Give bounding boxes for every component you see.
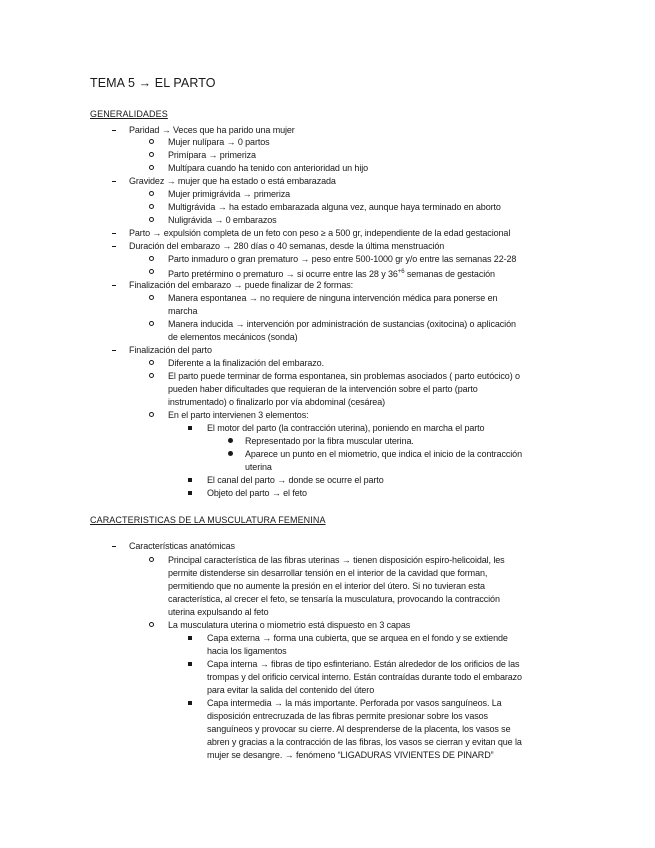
circle-bullet — [149, 373, 154, 378]
circle-bullet — [149, 256, 154, 261]
list-item: Duración del embarazo → 280 días o 40 semanas, desde la última menstruación — [129, 241, 445, 251]
list-item-continuation: para evitar la salida del contenido del útero — [207, 685, 375, 695]
list-item: Multípara cuando ha tenido con anterioridad un hijo — [168, 163, 369, 173]
circle-bullet — [149, 622, 154, 627]
circle-bullet — [149, 217, 154, 222]
list-item-continuation: de elementos mecánicos (sonda) — [168, 332, 298, 342]
list-item-text-end: semanas de gestación — [404, 269, 495, 279]
dash-bullet — [112, 285, 116, 286]
list-item: Capa interna → fibras de tipo esfinteriano. Están alrededor de los orificios de las — [207, 659, 520, 669]
list-item: Principal característica de las fibras uterinas → tienen disposición espiro-helicoidal, les — [168, 555, 505, 565]
list-item-continuation: abren y gracias a la contracción de las fibras, los vasos se cierran y evitan que la — [207, 737, 522, 747]
round-bullet — [228, 451, 233, 456]
dash-bullet — [112, 350, 116, 351]
circle-bullet — [149, 152, 154, 157]
square-bullet — [188, 478, 192, 482]
list-item: Objeto del parto → el feto — [207, 488, 307, 498]
list-item-continuation: uterina expulsando al feto — [168, 607, 269, 617]
list-item: Características anatómicas — [129, 541, 235, 551]
circle-bullet — [149, 139, 154, 144]
list-item: Representado por la fibra muscular uterina. — [245, 436, 414, 446]
list-item: Parto inmaduro o gran prematuro → peso entre 500-1000 gr y/o entre las semanas 22-28 — [168, 254, 517, 264]
circle-bullet — [149, 412, 154, 417]
dash-bullet — [112, 246, 116, 247]
list-item: Manera espontanea → no requiere de ninguna intervención médica para ponerse en — [168, 293, 498, 303]
list-item: El parto puede terminar de forma espontanea, sin problemas asociados ( parto eutócico) o — [168, 371, 520, 381]
list-item: Mujer primigrávida → primeriza — [168, 189, 291, 199]
list-item: En el parto intervienen 3 elementos: — [168, 410, 309, 420]
circle-bullet — [149, 321, 154, 326]
list-item: Primípara → primeriza — [168, 150, 256, 160]
dash-bullet — [112, 130, 116, 131]
list-item: Paridad → Veces que ha parido una mujer — [129, 125, 295, 135]
list-item-continuation: pueden haber dificultades que requieran de la intervención sobre el parto (parto — [168, 384, 478, 394]
dash-bullet — [112, 181, 116, 182]
list-item-text: Parto pretérmino o prematuro → si ocurre entre las 28 y 36 — [168, 269, 398, 279]
list-item-continuation: instrumentado) o finalizarlo por vía abdominal (cesárea) — [168, 397, 386, 407]
list-item: Gravidez → mujer que ha estado o está embarazada — [129, 176, 336, 186]
dash-bullet — [112, 233, 116, 234]
page-title: TEMA 5 → EL PARTO — [90, 76, 216, 90]
list-item: Diferente a la finalización del embarazo. — [168, 358, 324, 368]
list-item: Mujer nulípara → 0 partos — [168, 137, 270, 147]
square-bullet — [188, 662, 192, 666]
circle-bullet — [149, 191, 154, 196]
round-bullet — [228, 438, 233, 443]
section-heading-generalidades: GENERALIDADES — [90, 109, 168, 119]
list-item-continuation: disposición entrecruzada de las fibras permite presionar sobre los vasos — [207, 711, 488, 721]
list-item: Capa externa → forma una cubierta, que se arquea en el fondo y se extiende — [207, 633, 508, 643]
section-heading-musculatura: CARACTERISTICAS DE LA MUSCULATURA FEMENINA — [90, 515, 326, 525]
list-item-continuation: característica, al crecer el feto, se tensaría la musculatura, provocando la contracción — [168, 594, 500, 604]
square-bullet — [188, 426, 192, 430]
list-item-continuation: permite distenderse sin desarrollar tensión en el interior de la cavidad que forman, — [168, 568, 488, 578]
list-item-continuation: marcha — [168, 306, 198, 316]
list-item: Capa intermedia → la más importante. Perforada por vasos sanguíneos. La — [207, 698, 502, 708]
square-bullet — [188, 636, 192, 640]
list-item: Nuligrávida → 0 embarazos — [168, 215, 277, 225]
list-item-continuation: uterina — [245, 462, 272, 472]
list-item: El motor del parto (la contracción uterina), poniendo en marcha el parto — [207, 423, 485, 433]
list-item-continuation: sanguíneos y provocar su cierre. Al desprenderse de la placenta, los vasos se — [207, 724, 511, 734]
circle-bullet — [149, 557, 154, 562]
list-item-continuation: trompas y del orificio cervical interno. Están contraídas durante todo el embarazo — [207, 672, 522, 682]
list-item: Finalización del parto — [129, 345, 212, 355]
list-item — [168, 266, 495, 280]
dash-bullet — [112, 546, 116, 547]
circle-bullet — [149, 269, 154, 274]
list-item: Aparece un punto en el miometrio, que indica el inicio de la contracción — [245, 449, 522, 459]
square-bullet — [188, 701, 192, 705]
list-item: Multigrávida → ha estado embarazada alguna vez, aunque haya terminado en aborto — [168, 202, 501, 212]
square-bullet — [188, 491, 192, 495]
list-item: El canal del parto → donde se ocurre el parto — [207, 475, 384, 485]
circle-bullet — [149, 295, 154, 300]
list-item-continuation: hacia los ligamentos — [207, 646, 287, 656]
list-item: Manera inducida → intervención por administración de sustancias (oxitocina) o aplicación — [168, 319, 516, 329]
circle-bullet — [149, 165, 154, 170]
list-item: La musculatura uterina o miometrio está dispuesto en 3 capas — [168, 620, 411, 630]
circle-bullet — [149, 204, 154, 209]
circle-bullet — [149, 360, 154, 365]
list-item: Parto → expulsión completa de un feto con peso ≥ a 500 gr, independiente de la edad gestacional — [129, 228, 511, 238]
list-item-continuation: mujer se desangre. → fenómeno “LIGADURAS VIVIENTES DE PINARD” — [207, 750, 494, 760]
superscript: +6 — [397, 269, 405, 275]
list-item-continuation: permitiendo que no aumente la presión en el interior del útero. Si no tuvieran esta — [168, 581, 485, 591]
list-item: Finalización del embarazo → puede finalizar de 2 formas: — [129, 280, 354, 290]
